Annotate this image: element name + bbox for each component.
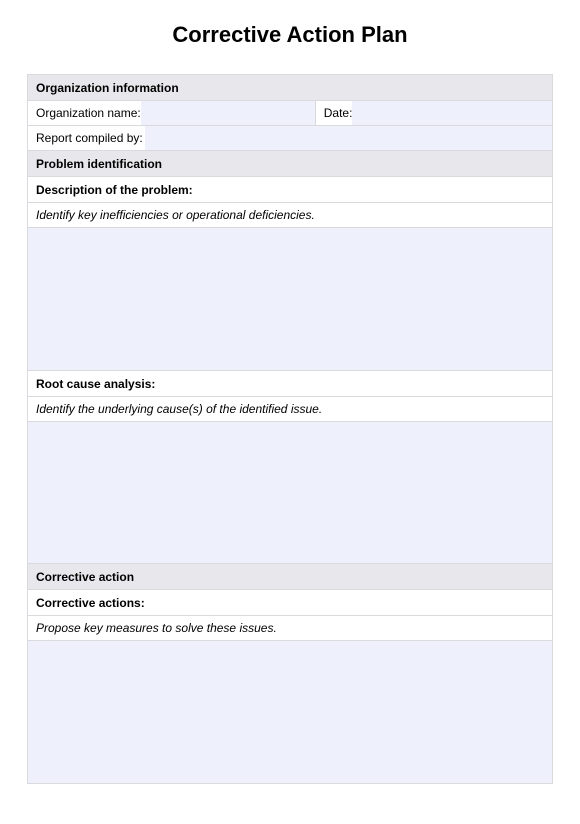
description-hint: Identify key inefficiencies or operational deficiencies. <box>28 203 552 228</box>
corrective-actions-hint: Propose key measures to solve these issues. <box>28 616 552 641</box>
description-label: Description of the problem: <box>28 177 552 203</box>
report-compiled-row <box>28 126 552 151</box>
root-cause-hint: Identify the underlying cause(s) of the identified issue. <box>28 397 552 422</box>
root-cause-textarea[interactable] <box>28 422 552 564</box>
report-compiled-label: Report compiled by: <box>36 131 143 145</box>
root-cause-label: Root cause analysis: <box>28 371 552 397</box>
organization-name-label: Organization name: <box>36 106 141 120</box>
corrective-action-form <box>27 74 553 784</box>
corrective-actions-textarea[interactable] <box>28 641 552 783</box>
organization-name-row <box>28 101 552 126</box>
date-field[interactable] <box>352 101 552 125</box>
report-compiled-field[interactable] <box>145 126 552 150</box>
organization-name-field[interactable] <box>141 101 315 125</box>
section-header-organization: Organization information <box>28 75 552 101</box>
section-header-problem: Problem identification <box>28 151 552 177</box>
corrective-actions-label: Corrective actions: <box>28 590 552 616</box>
page-title: Corrective Action Plan <box>172 22 408 47</box>
description-textarea[interactable] <box>28 228 552 371</box>
date-label: Date: <box>323 106 353 120</box>
section-header-corrective: Corrective action <box>28 564 552 590</box>
